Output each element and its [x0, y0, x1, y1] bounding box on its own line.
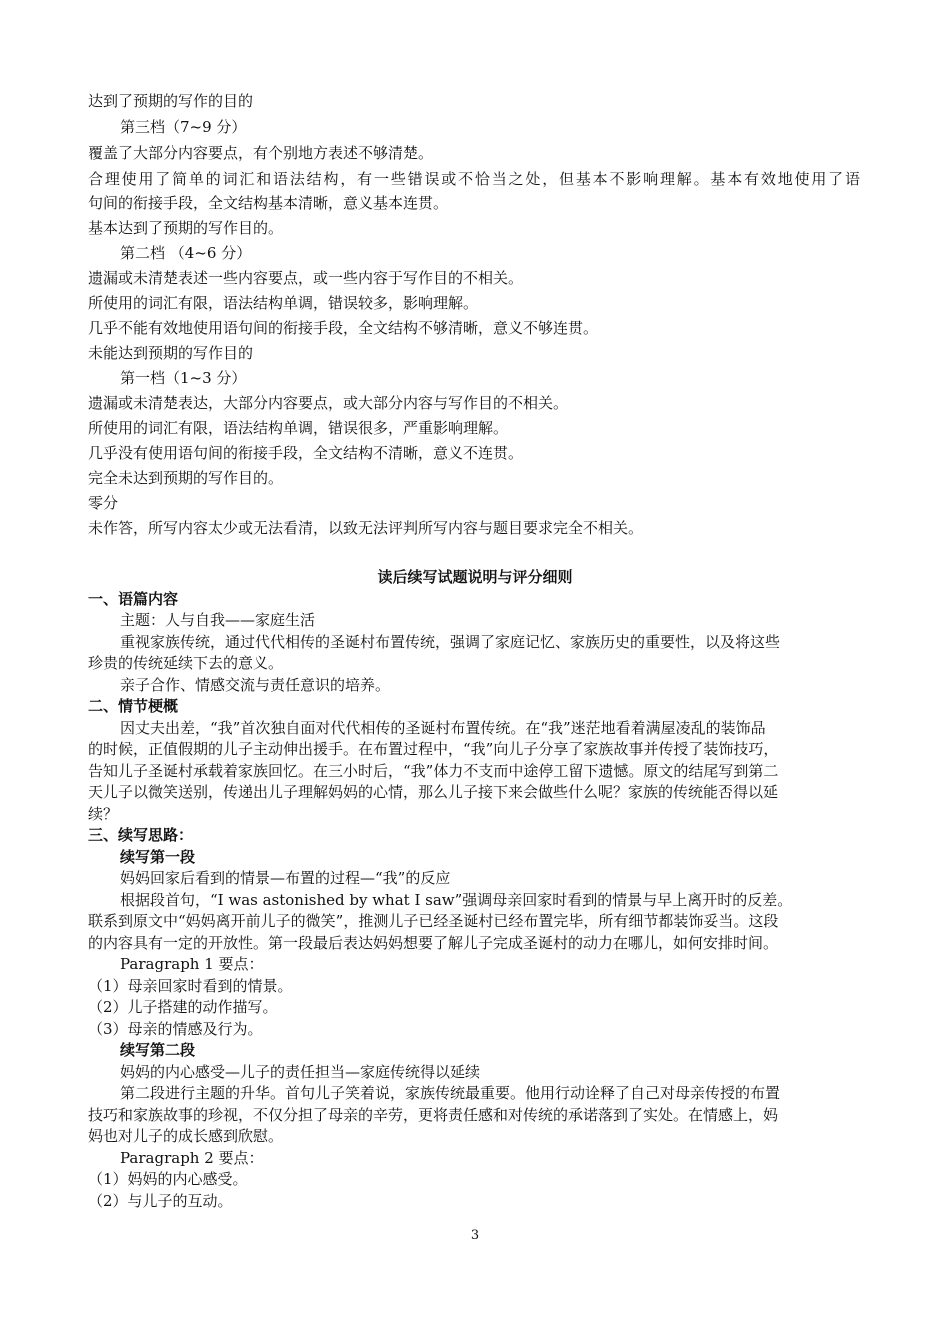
rubric-line: 未能达到预期的写作目的 — [88, 344, 254, 362]
rubric-band-title: 第一档（1~3 分） — [120, 369, 247, 387]
rubric-band-title: 第二档 （4~6 分） — [120, 244, 252, 262]
rubric-line: 所使用的词汇有限，语法结构单调，错误很多，严重影响理解。 — [88, 419, 509, 437]
rubric-line: 几乎没有使用语句间的衔接手段，全文结构不清晰，意义不连贯。 — [88, 444, 524, 462]
body-text: 告知儿子圣诞村承载着家族回忆。在三小时后，“我”体力不支而中途停工留下遗憾。原文的结尾写到第二 — [88, 762, 779, 780]
rubric-line: 达到了预期的写作的目的 — [88, 92, 254, 110]
body-text: 续？ — [88, 805, 119, 823]
body-text: 妈妈的内心感受—儿子的责任担当—家庭传统得以延续 — [120, 1063, 481, 1081]
subheading-paragraph-1: 续写第一段 — [120, 848, 196, 866]
theme-line: 主题：人与自我——家庭生活 — [120, 611, 316, 629]
rubric-line: 基本达到了预期的写作目的。 — [88, 219, 284, 237]
body-text: 联系到原文中“妈妈离开前儿子的微笑”，推测儿子已经圣诞村已经布置完毕，所有细节都装饰妥当。这段 — [88, 912, 779, 930]
subheading-paragraph-2: 续写第二段 — [120, 1041, 196, 1059]
body-text: 亲子合作、情感交流与责任意识的培养。 — [120, 676, 391, 694]
heading-content: 一、语篇内容 — [88, 590, 179, 608]
body-text: 天儿子以微笑送别，传递出儿子理解妈妈的心情，那么儿子接下来会做些什么呢？家族的传统能否得以延 — [88, 783, 779, 801]
heading-approach: 三、续写思路： — [88, 826, 194, 844]
body-text: 技巧和家族故事的珍视，不仅分担了母亲的辛劳，更将责任感和对传统的承诺落到了实处。在情感上，妈 — [88, 1106, 779, 1124]
rubric-line: 所使用的词汇有限，语法结构单调，错误较多，影响理解。 — [88, 294, 479, 312]
section-title: 读后续写试题说明与评分细则 — [377, 568, 573, 586]
body-text: 妈妈回家后看到的情景—布置的过程—“我”的反应 — [120, 869, 451, 887]
body-text: 珍贵的传统延续下去的意义。 — [88, 654, 284, 672]
body-text: 第二段进行主题的升华。首句儿子笑着说，家族传统最重要。他用行动诠释了自己对母亲传授的布置 — [120, 1084, 781, 1102]
body-text: 的时候，正值假期的儿子主动伸出援手。在布置过程中，“我”向儿子分享了家族故事并传授了装饰技巧， — [88, 740, 779, 758]
body-text: 妈也对儿子的成长感到欣慰。 — [88, 1127, 284, 1145]
rubric-line: 合理使用了简单的词汇和语法结构，有一些错误或不恰当之处，但基本不影响理解。基本有效地使用了语 — [88, 170, 860, 188]
rubric-line: 完全未达到预期的写作目的。 — [88, 469, 284, 487]
rubric-line: 句间的衔接手段，全文结构基本清晰，意义基本连贯。 — [88, 194, 449, 212]
rubric-line: 遗漏或未清楚表达，大部分内容要点，或大部分内容与写作目的不相关。 — [88, 394, 569, 412]
body-text: 根据段首句，“I was astonished by what I saw”强调母亲回家时看到的情景与早上离开时的反差。 — [120, 891, 793, 909]
list-item: （1）母亲回家时看到的情景。 — [88, 977, 293, 995]
body-text: 因丈夫出差，“我”首次独自面对代代相传的圣诞村布置传统。在“我”迷茫地看着满屋凌乱的装饰品 — [120, 719, 766, 737]
rubric-line: 零分 — [88, 494, 119, 512]
body-text: 重视家族传统，通过代代相传的圣诞村布置传统，强调了家庭记忆、家族历史的重要性，以及将这些 — [120, 633, 781, 651]
rubric-line: 未作答，所写内容太少或无法看清，以致无法评判所写内容与题目要求完全不相关。 — [88, 519, 644, 537]
rubric-band-title: 第三档（7~9 分） — [120, 118, 247, 136]
body-text: 的内容具有一定的开放性。第一段最后表达妈妈想要了解儿子完成圣诞村的动力在哪儿，如何安排时间。 — [88, 934, 779, 952]
list-item: （1）妈妈的内心感受。 — [88, 1170, 248, 1188]
list-item: （2）与儿子的互动。 — [88, 1192, 233, 1210]
page-number: 3 — [470, 1228, 480, 1243]
points-label: Paragraph 2 要点： — [120, 1149, 264, 1167]
rubric-line: 遗漏或未清楚表述一些内容要点，或一些内容于写作目的不相关。 — [88, 269, 524, 287]
list-item: （3）母亲的情感及行为。 — [88, 1020, 263, 1038]
list-item: （2）儿子搭建的动作描写。 — [88, 998, 278, 1016]
points-label: Paragraph 1 要点： — [120, 955, 264, 973]
rubric-line: 几乎不能有效地使用语句间的衔接手段，全文结构不够清晰，意义不够连贯。 — [88, 319, 599, 337]
heading-plot: 二、情节梗概 — [88, 697, 179, 715]
rubric-line: 覆盖了大部分内容要点，有个别地方表述不够清楚。 — [88, 144, 434, 162]
